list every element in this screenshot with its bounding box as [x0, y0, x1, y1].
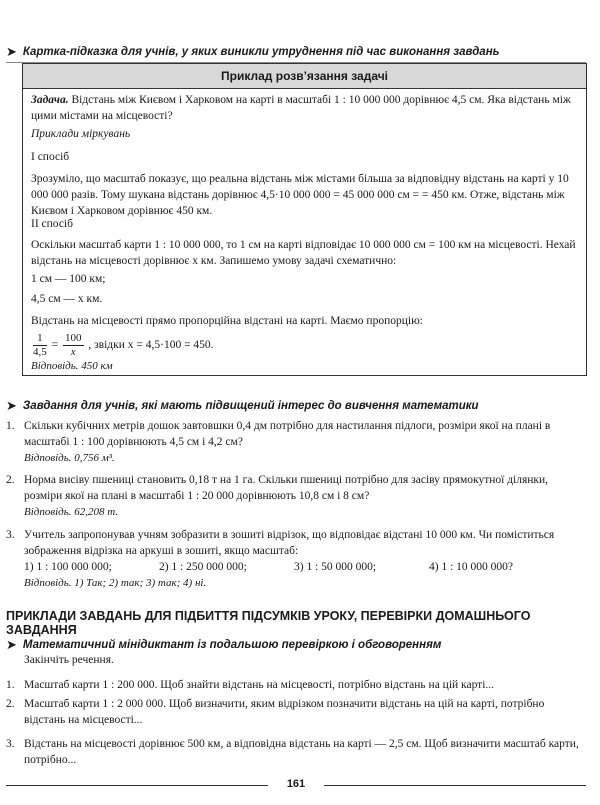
scheme-line-2: 4,5 см — x км.	[31, 293, 103, 305]
task-text: Відстань між Києвом і Харковом на карті в масштабі 1 : 10 000 000 дорівнює 4,5 см. Яка відстань між цими містами на місцевості?	[31, 94, 571, 122]
task-text: Скільки кубічних метрів дошок завтовшки 0,4 дм потрібно для настилання підлоги, розміри якої на плані в масштабі 1 : 100 дорівнюють 4,5 см і 4,2 см?	[24, 420, 551, 448]
section-header-title: Картка-підказка для учнів, у яких виникли утруднення під час виконання завдань	[22, 46, 500, 58]
fraction-1-denominator: 4,5	[33, 346, 47, 358]
item-number: 1.	[6, 679, 15, 691]
dictation-title: Математичний мінідиктант із подальшою перевіркою і обговоренням	[22, 639, 442, 651]
advanced-section-header	[6, 398, 479, 414]
dictation-item-3	[6, 736, 586, 768]
page-number: 161	[286, 778, 306, 790]
reasoning-label: Приклади міркувань	[31, 128, 131, 140]
option-4: 4) 1 : 10 000 000?	[429, 561, 514, 573]
dictation-item-1	[6, 677, 586, 693]
task-number: 1.	[6, 420, 15, 432]
section-header	[6, 44, 586, 63]
fraction-2	[63, 332, 84, 359]
summary-heading: ПРИКЛАДИ ЗАВДАНЬ ДЛЯ ПІДБИТТЯ ПІДСУМКІВ УРОКУ, ПЕРЕВІРКИ ДОМАШНЬОГО ЗАВДАННЯ	[6, 609, 531, 637]
fraction-2-numerator: 100	[65, 332, 82, 344]
scheme-line-1: 1 см — 100 км;	[31, 273, 106, 285]
item-text: Масштаб карти 1 : 200 000. Щоб знайти відстань на місцевості, потрібно відстань на цій карті...	[24, 679, 495, 691]
example-box-title: Приклад розв’язання задачі	[23, 64, 586, 89]
advanced-section-title: Завдання для учнів, які мають підвищений інтерес до вивчення математики	[22, 400, 479, 412]
advanced-task-3	[6, 527, 586, 591]
method2-text: Оскільки масштаб карти 1 : 10 000 000, то 1 см на карті відповідає 10 000 000 см = 100 км на місцевості. Нехай відстань на місцевості дорівнює x км. Запишемо умову задачі схематично:	[31, 239, 576, 267]
chevron-right-icon: ➤	[6, 637, 17, 652]
item-text: Відстань на місцевості дорівнює 500 км, а відповідна відстань на карті — 2,5 см. Щоб визначити масштаб карти, потрібно...	[24, 738, 579, 766]
item-number: 2.	[6, 698, 15, 710]
page-footer	[6, 778, 586, 792]
option-3: 3) 1 : 50 000 000;	[294, 561, 377, 573]
dictation-instruction: Закінчіть речення.	[24, 654, 114, 666]
fraction-2-denominator: x	[70, 346, 76, 358]
task-options	[24, 559, 579, 575]
dictation-item-2	[6, 696, 586, 728]
example-box	[22, 63, 587, 376]
fraction-1	[33, 332, 47, 359]
fraction-1-numerator: 1	[33, 332, 47, 346]
task-number: 2.	[6, 474, 15, 486]
example-answer: Відповідь. 450 км	[31, 360, 113, 372]
method1-text: Зрозуміло, що масштаб показує, що реальна відстань між містами більша за відповідну відстань на карті у 10 000 000 разів. Тому шукана відстань дорівнює 4,5·10 000 000 = 45 000 000 см = = 450 км. Отже, відстань між Києвом і Харковом дорівнює 450 км.	[31, 173, 569, 217]
method2-title: ІІ спосіб	[31, 218, 73, 230]
item-number: 3.	[6, 738, 15, 750]
advanced-task-2	[6, 472, 586, 520]
task-label: Задача.	[31, 94, 69, 106]
task-text: Учитель запропонував учням зобразити в зошиті відрізок, що відповідає відстані 10 000 км. Чи поміститься зображення відрізка на аркуші в зошиті, якщо масштаб:	[24, 529, 555, 557]
task-answer: Відповідь. 0,756 м³.	[24, 452, 115, 464]
task-number: 3.	[6, 529, 15, 541]
method1-title: І спосіб	[31, 151, 70, 163]
item-text: Масштаб карти 1 : 2 000 000. Щоб визначити, яким відрізком позначити відстань на цій на карті, потрібно відстань на місцевості...	[24, 698, 545, 726]
task-answer: Відповідь. 62,208 т.	[24, 506, 119, 518]
advanced-task-1	[6, 418, 586, 466]
proportion-formula	[31, 332, 579, 359]
equals-sign: =	[51, 339, 59, 352]
footer-rule-left	[6, 785, 268, 786]
footer-rule-right	[324, 785, 586, 786]
proportion-text: Відстань на місцевості прямо пропорційна відстані на карті. Маємо пропорцію:	[31, 315, 423, 327]
task-statement	[31, 92, 579, 124]
proportion-tail: , звідки x = 4,5·100 = 450.	[88, 339, 214, 352]
task-answer: Відповідь. 1) Так; 2) так; 3) так; 4) ні.	[24, 577, 207, 589]
chevron-right-icon: ➤	[6, 44, 17, 59]
dictation-header	[6, 637, 441, 653]
chevron-right-icon: ➤	[6, 398, 17, 413]
option-2: 2) 1 : 250 000 000;	[159, 561, 247, 573]
option-1: 1) 1 : 100 000 000;	[24, 561, 112, 573]
task-text: Норма висіву пшениці становить 0,18 т на 1 га. Скільки пшениці потрібно для засіву прямокутної ділянки, розміри якої на плані в масштабі 1 : 20 000 дорівнюють 10,8 см і 8 см?	[24, 474, 549, 502]
